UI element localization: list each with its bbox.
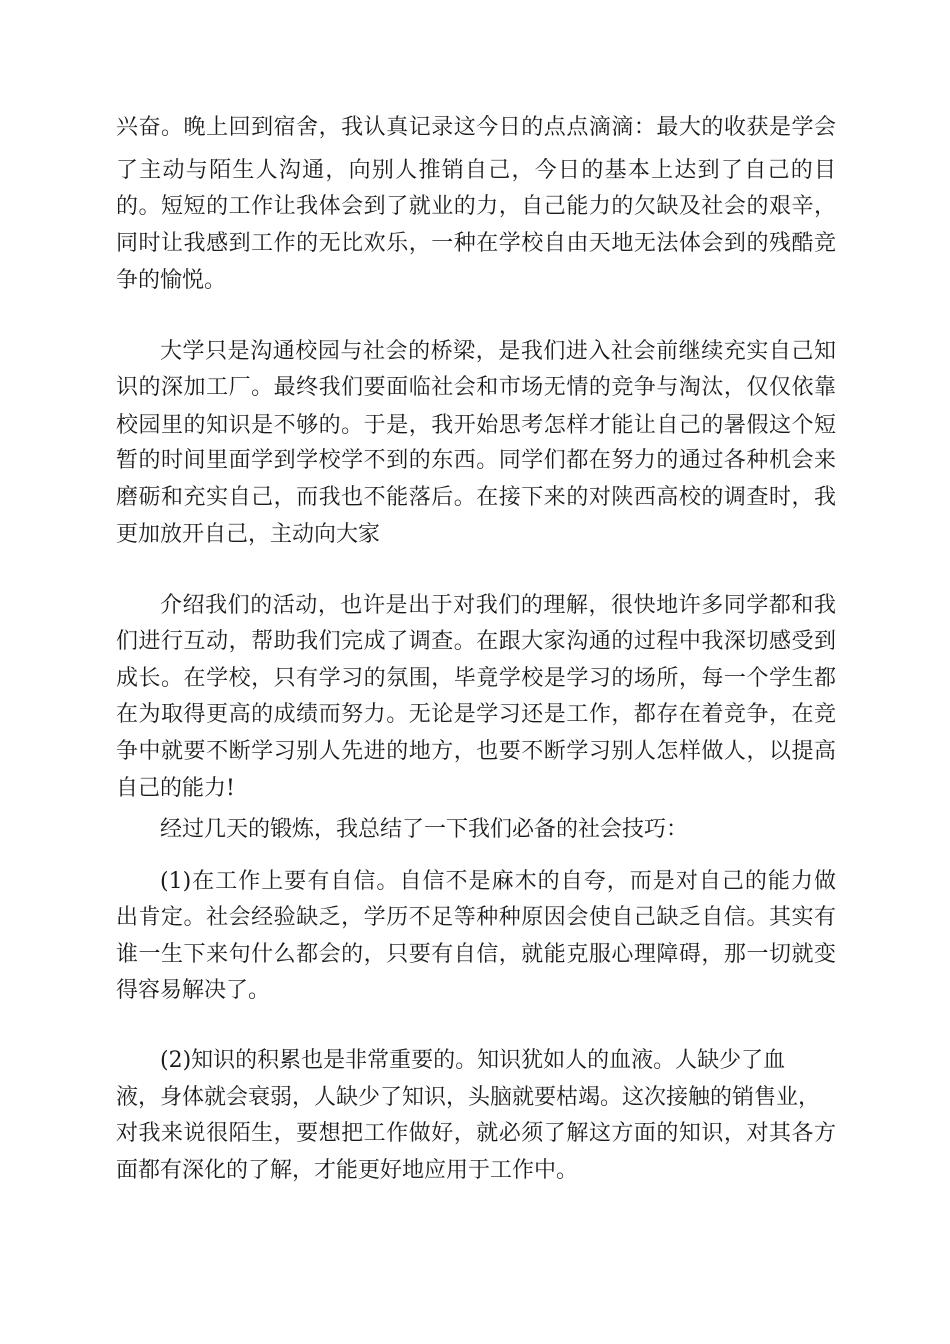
- paragraph-3-line-3: 成长。在学校，只有学习的氛围，毕竟学校是学习的场所，每一个学生都: [116, 666, 836, 691]
- paragraph-5-line-2: 出肯定。社会经验缺乏，学历不足等种种原因会使自己缺乏自信。其实有: [116, 905, 836, 930]
- paragraph-3-line-1: 介绍我们的活动，也许是出于对我们的理解，很快地许多同学都和我: [160, 593, 836, 618]
- paragraph-1-line-2: 了主动与陌生人沟通，向别人推销自己，今日的基本上达到了自己的目: [116, 158, 836, 183]
- paragraph-5-line-1: (1)在工作上要有自信。自信不是麻木的自夸，而是对自己的能力做: [160, 869, 836, 894]
- paragraph-2-line-5: 磨砺和充实自己，而我也不能落后。在接下来的对陕西高校的调查时，我: [116, 485, 836, 510]
- paragraph-6-line-2: 液，身体就会衰弱，人缺少了知识，头脑就要枯竭。这次接触的销售业，: [116, 1085, 821, 1110]
- paragraph-2-line-6: 更加放开自己，主动向大家: [116, 522, 381, 547]
- paragraph-5-line-3: 谁一生下来句什么都会的，只要有自信，就能克服心理障碍，那一切就变: [116, 942, 836, 967]
- paragraph-6-line-3: 对我来说很陌生，要想把工作做好，就必须了解这方面的知识，对其各方: [116, 1121, 836, 1146]
- paragraph-1-line-1: 兴奋。晚上回到宿舍，我认真记录这今日的点点滴滴：最大的收获是学会: [116, 115, 836, 140]
- paragraph-1-line-4: 同时让我感到工作的无比欢乐，一种在学校自由天地无法体会到的残酷竞: [116, 231, 836, 256]
- paragraph-3-line-6: 自己的能力!: [116, 776, 235, 801]
- paragraph-2-line-1: 大学只是沟通校园与社会的桥梁，是我们进入社会前继续充实自己知: [160, 339, 836, 364]
- paragraph-3-line-5: 争中就要不断学习别人先进的地方，也要不断学习别人怎样做人，以提高: [116, 739, 836, 764]
- paragraph-3-line-2: 们进行互动，帮助我们完成了调查。在跟大家沟通的过程中我深切感受到: [116, 629, 836, 654]
- paragraph-2-line-3: 校园里的知识是不够的。于是，我开始思考怎样才能让自己的暑假这个短: [116, 413, 836, 438]
- paragraph-6-line-1: (2)知识的积累也是非常重要的。知识犹如人的血液。人缺少了血: [160, 1048, 786, 1073]
- paragraph-4-line-1: 经过几天的锻炼，我总结了一下我们必备的社会技巧：: [160, 817, 689, 842]
- paragraph-2-line-4: 暂的时间里面学到学校学不到的东西。同学们都在努力的通过各种机会来: [116, 448, 836, 473]
- paragraph-2-line-2: 识的深加工厂。最终我们要面临社会和市场无情的竞争与淘汰，仅仅依靠: [116, 375, 836, 400]
- paragraph-6-line-4: 面都有深化的了解，才能更好地应用于工作中。: [116, 1158, 579, 1183]
- paragraph-1-line-3: 的。短短的工作让我体会到了就业的力，自己能力的欠缺及社会的艰辛，: [116, 194, 836, 219]
- paragraph-5-line-4: 得容易解决了。: [116, 978, 271, 1003]
- paragraph-1-line-5: 争的愉悦。: [116, 268, 227, 293]
- paragraph-3-line-4: 在为取得更高的成绩而努力。无论是学习还是工作，都存在着竞争，在竞: [116, 702, 836, 727]
